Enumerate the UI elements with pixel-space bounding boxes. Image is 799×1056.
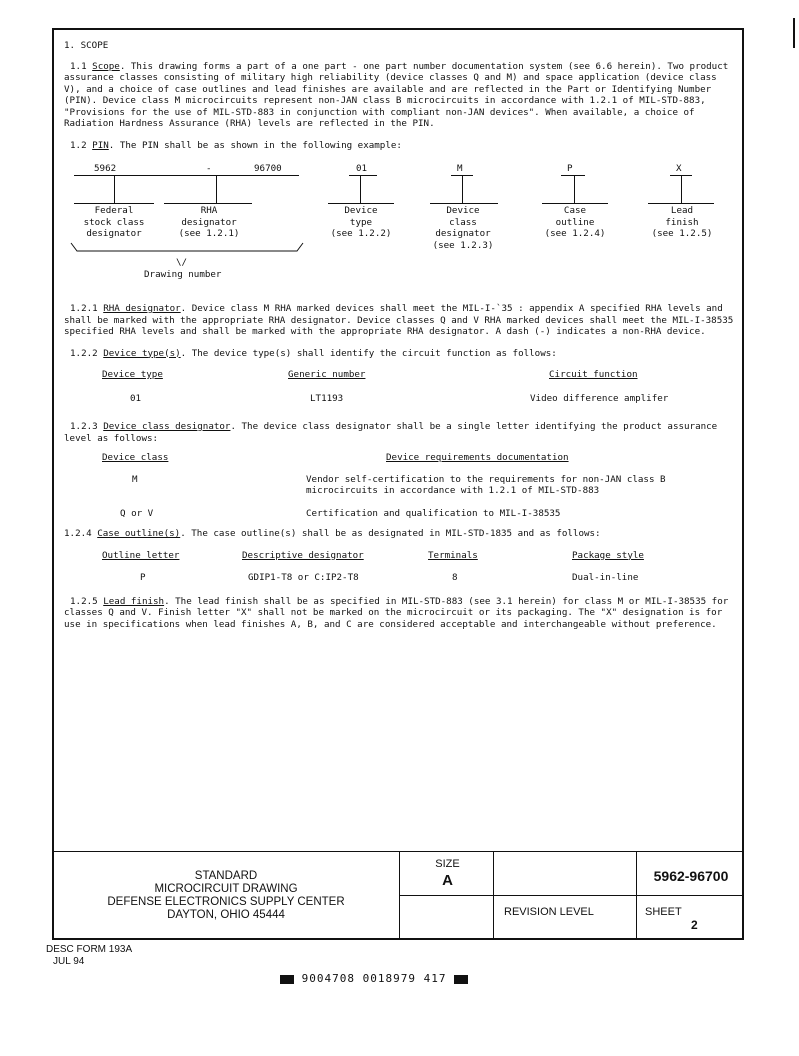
pin-caption-rha: RHA designator (see 1.2.1): [178, 205, 240, 239]
table-header: Device class: [102, 452, 169, 463]
pin-part-dash: -: [206, 163, 212, 174]
drawing-number-brace: [69, 241, 309, 259]
table-cell: GDIP1-T8 or C:IP2-T8: [248, 571, 359, 583]
blank-cell: [493, 851, 637, 896]
table-cell: 8: [452, 571, 458, 583]
org-line: DEFENSE ELECTRONICS SUPPLY CENTER: [107, 896, 345, 908]
pin-caption-type: Device type (see 1.2.2): [330, 205, 392, 239]
table-cell: 01: [130, 393, 142, 404]
table-header: Device type: [102, 369, 163, 380]
barcode-block-right: [454, 975, 468, 984]
table-cell: P: [140, 571, 146, 583]
table-cell: LT1193: [310, 393, 344, 404]
pin-caption-fsc: Federal stock class designator: [83, 205, 145, 239]
table-header: Package style: [572, 549, 644, 561]
barcode-line: [280, 972, 468, 985]
table-cell: microcircuits in accordance with 1.2.1 of MIL-STD-883: [306, 485, 600, 496]
table-header: Descriptive designator: [242, 549, 364, 561]
device-class-table: [64, 452, 738, 528]
pin-part-drawing: 96700: [254, 163, 282, 174]
paragraph-1-2-1: 1.2.1 RHA designator. Device class M RHA marked devices shall meet the MIL-I-`35 : appendix A specified RHA levels and shall be marked with the appropriate RHA designator. Device classes Q and V RHA marked devices shall meet the MIL-I-38535 specified RHA levels and shall be marked with the appropriate RHA designator. A dash (-) indicates a non-RHA device.: [64, 303, 734, 337]
para-text: . This drawing forms a part of a one part - one part number documentation system (see 6.6 herein). Two product assurance classes consisting of military high reliability (device classes Q and M) and space application (device class V), and a choice of case outlines and lead finishes are available and are reflected in the Part or Identifying Number (PIN). Device class M microcircuits represent non-JAN class B microcircuits in accordance with 1.2.1 of MIL-STD-883, "Provisions for the use of MIL-STD-883 in conjunction with compliant non-JAN devices". When available, a choice of Radiation Hardness Assurance (RHA) levels are reflected in the PIN.: [64, 60, 729, 129]
para-num: 1.2: [70, 139, 87, 151]
paragraph-1-2: [64, 140, 738, 152]
device-type-table: [64, 369, 738, 411]
table-header: Terminals: [428, 549, 478, 561]
table-cell: Q or V: [120, 508, 154, 519]
table-cell: M: [132, 474, 138, 485]
paragraph-1-2-3: 1.2.3 Device class designator. The device class designator shall be a single letter identifying the product assurance level as follows:: [64, 421, 718, 444]
section-title: 1. SCOPE: [64, 40, 109, 51]
pin-part-class: M: [457, 163, 463, 174]
table-cell: Video difference amplifer: [530, 393, 669, 404]
paragraph-1-2-5: 1.2.5 Lead finish. The lead finish shall be as specified in MIL-STD-883 (see 3.1 herein) for class M or MIL-I-38535 for classes Q and V. Finish letter "X" shall not be marked on the microcircuit or its packaging. The "X" designation is for use in specifications when lead finishes A, B, and C are considered acceptable and interchangeable without preference.: [64, 595, 729, 630]
page-edge-mark: [793, 18, 795, 48]
table-cell: Vendor self-certification to the requirements for non-JAN class B: [306, 474, 666, 485]
table-header: Outline letter: [102, 549, 180, 561]
drawing-number-label: Drawing number: [144, 269, 222, 280]
table-header: Circuit function: [549, 369, 638, 380]
title-block: [52, 851, 744, 940]
barcode-block-left: [280, 975, 294, 984]
form-date: JUL 94: [53, 956, 85, 967]
pin-caption-class: Device class designator (see 1.2.3): [432, 205, 494, 251]
brace-mark: \/: [176, 257, 188, 268]
org-line: DAYTON, OHIO 45444: [167, 909, 285, 921]
revision-cell: REVISION LEVEL: [493, 895, 637, 940]
pin-part-case: P: [567, 163, 573, 174]
pin-caption-finish: Lead finish (see 1.2.5): [651, 205, 713, 239]
pin-part-type: 01: [356, 163, 368, 174]
para-text: . The PIN shall be as shown in the following example:: [108, 139, 402, 151]
size-cell: SIZE A: [399, 851, 494, 896]
table-cell: Dual-in-line: [572, 571, 639, 583]
para-head: Scope: [92, 60, 120, 72]
table-header: Generic number: [288, 369, 366, 380]
paragraph-1-2-4: 1.2.4 Case outline(s). The case outline(s) shall be as designated in MIL-STD-1835 and as follows:: [64, 528, 601, 539]
para-head: PIN: [92, 139, 109, 151]
case-outline-table: [64, 550, 738, 592]
pin-part-finish: X: [676, 163, 682, 174]
sheet-cell: SHEET 2: [636, 895, 744, 940]
form-number: DESC FORM 193A: [46, 944, 133, 955]
title-block-org: [52, 851, 400, 940]
pin-diagram: [64, 155, 738, 303]
paragraph-1-2-2: 1.2.2 Device type(s). The device type(s) shall identify the circuit function as follows:: [70, 347, 557, 359]
table-header: Device requirements documentation: [386, 452, 569, 463]
org-line: STANDARD: [194, 870, 258, 882]
pin-part-fsc: 5962: [94, 163, 117, 174]
pin-caption-case: Case outline (see 1.2.4): [544, 205, 606, 239]
paragraph-1-1: [64, 61, 738, 130]
para-num: 1.1: [70, 60, 87, 72]
blank-cell-2: [399, 895, 494, 940]
barcode-number: 9004708 0018979 417: [301, 972, 447, 985]
drawing-number-cell: 5962-96700: [636, 851, 744, 896]
table-cell: Certification and qualification to MIL-I-38535: [306, 508, 561, 519]
document-body: [64, 38, 738, 630]
org-line: MICROCIRCUIT DRAWING: [154, 883, 298, 895]
